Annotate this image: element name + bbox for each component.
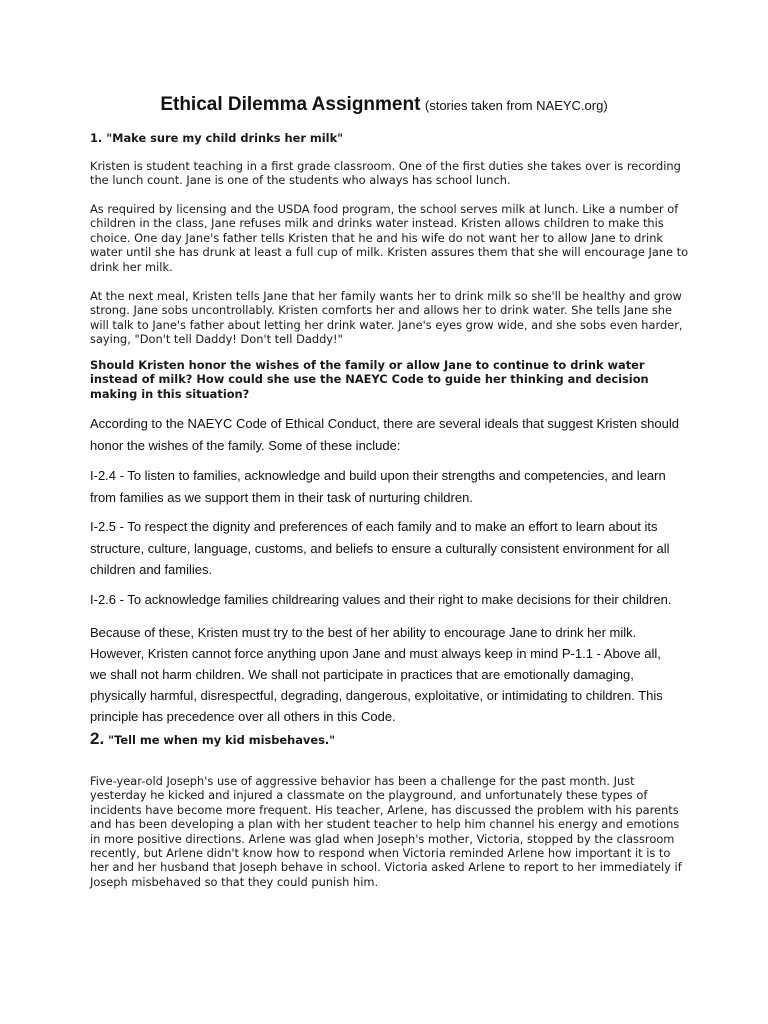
section-2-paragraph-1: Five-year-old Joseph's use of aggressive behavior has been a challenge for the past month. Just yesterday he kicked and injured a classmate on the playground, and unfortunately these types of incidents have become more frequent. His teacher, Arlene, has discussed the problem with his parents and has been developing a plan with her student teacher to help him channel his energy and emotions in more positive directions. Arlene was glad when Joseph's mother, Victoria, stopped by the classroom recently, but Arlene didn't know how to respond when Victoria reminded Arlene how important it is to her and her husband that Joseph behave in school. Victoria asked Arlene to report to her immediately if Joseph misbehaved so that they could punish him. [90,774,682,889]
answer-conclusion: Because of these, Kristen must try to the best of her ability to encourage Jane to drink her milk. However, Kristen cannot force anything upon Jane and must always keep in mind P-1.1 - Above all, we shall not harm children. We shall not participate in practices that are emotionally damaging, physically harmful, disrespectful, degrading, dangerous, exploitative, or intimidating to children. This principle has precedence over all others in this Code. [90,625,663,724]
ideal-i-2-4: I-2.4 - To listen to families, acknowledge and build upon their strengths and competencies, and learn from families as we support them in their task of nurturing children. [90,468,666,505]
section-1-paragraph-3: At the next meal, Kristen tells Jane that her family wants her to drink milk so she'll be healthy and grow strong. Jane sobs uncontrollably. Kristen comforts her and allows her to drink water. She tells Jane she will talk to Jane's father about letting her drink water. Jane's eyes grow wide, and she sobs even harder, saying, "Don't tell Daddy! Don't tell Daddy!" [90,289,683,347]
section-1-heading: 1. "Make sure my child drinks her milk" [90,131,344,145]
ideal-i-2-6: I-2.6 - To acknowledge families childrearing values and their right to make decisions for their children. [90,592,672,607]
section-1-paragraph-2: As required by licensing and the USDA food program, the school serves milk at lunch. Like a number of children in the class, Jane refuses milk and drinks water instead. Kristen allows children to make this choice. One day Jane's father tells Kristen that he and his wife do not want her to allow Jane to drink water until she has drunk at least a full cup of milk. Kristen assures them that she will encourage Jane to drink her milk. [90,202,689,274]
section-2-number: 2. [90,729,105,748]
title-subtitle: (stories taken from NAEYC.org) [424,98,608,113]
section-2-heading [90,729,690,748]
answer-intro: According to the NAEYC Code of Ethical Conduct, there are several ideals that suggest Kristen should honor the wishes of the family. Some of these include: [90,416,679,453]
title-main: Ethical Dilemma Assignment [160,94,421,115]
section-2-title: "Tell me when my kid misbehaves." [104,733,336,747]
ideal-i-2-5: I-2.5 - To respect the dignity and preferences of each family and to make an effort to learn about its structure, culture, language, customs, and beliefs to ensure a culturally consistent environment for all children and families. [90,519,670,577]
section-1-paragraph-1: Kristen is student teaching in a first grade classroom. One of the first duties she takes over is recording the lunch count. Jane is one of the students who always has school lunch. [90,159,681,188]
section-1-question: Should Kristen honor the wishes of the family or allow Jane to continue to drink water instead of milk? How could she use the NAEYC Code to guide her thinking and decision making in this situation? [90,358,649,401]
document-title [0,94,768,116]
